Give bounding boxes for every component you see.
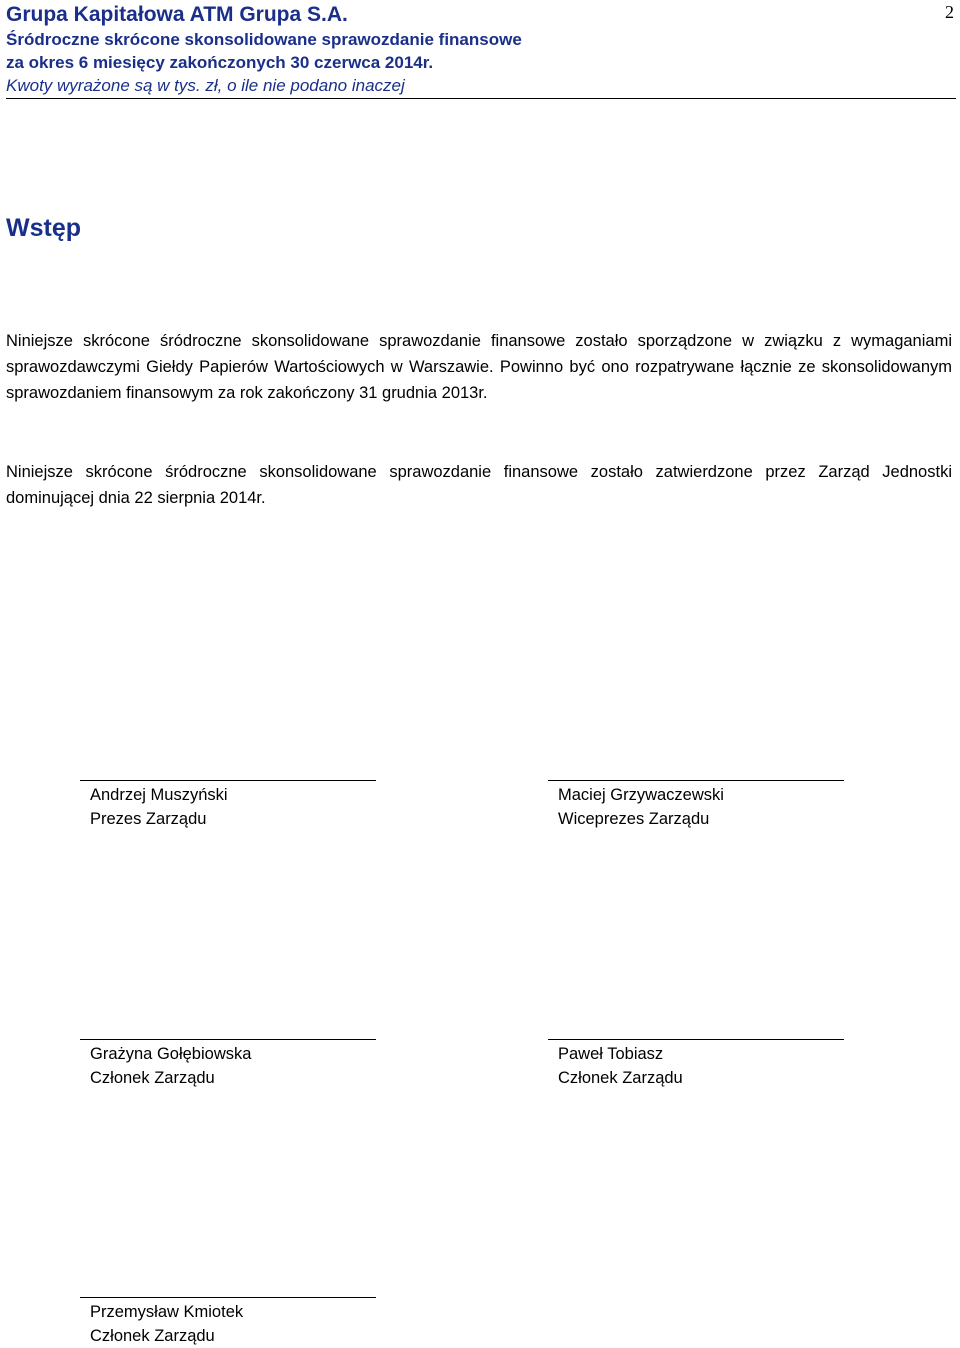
- signature-block: [80, 1039, 376, 1090]
- signatory-name: Andrzej Muszyński: [90, 786, 228, 804]
- report-period: za okres 6 miesięcy zakończonych 30 czerwca 2014r.: [6, 53, 434, 72]
- signature-block: [80, 780, 376, 831]
- signatory-name: Przemysław Kmiotek: [90, 1303, 244, 1321]
- signatory-name: Maciej Grzywaczewski: [558, 786, 724, 804]
- signatory-role: Członek Zarządu: [90, 1327, 215, 1345]
- signature-block: [80, 1297, 376, 1348]
- signatory-role: Wiceprezes Zarządu: [558, 810, 710, 828]
- company-name: Grupa Kapitałowa ATM Grupa S.A.: [6, 3, 348, 26]
- intro-paragraph-1: Niniejsze skrócone śródroczne skonsolidowane sprawozdanie finansowe zostało sporządzone w związku z wymaganiami sprawozdawczymi Giełdy Papierów Wartościowych w Warszawie. Powinno być ono rozpatrywane łącznie ze skonsolidowanym sprawozdaniem finansowym za rok zakończony 31 grudnia 2013r.: [6, 332, 952, 402]
- signatory-role: Prezes Zarządu: [90, 810, 207, 828]
- signature-block: [548, 780, 844, 831]
- units-note: Kwoty wyrażone są w tys. zł, o ile nie podano inaczej: [6, 76, 405, 95]
- signatory-role: Członek Zarządu: [558, 1069, 683, 1087]
- signature-block: [548, 1039, 844, 1090]
- signatory-name: Paweł Tobiasz: [558, 1045, 664, 1063]
- signatory-name: Grażyna Gołębiowska: [90, 1045, 252, 1063]
- signatory-role: Członek Zarządu: [90, 1069, 215, 1087]
- intro-paragraph-2: Niniejsze skrócone śródroczne skonsolidowane sprawozdanie finansowe zostało zatwierdzone przez Zarząd Jednostki dominującej dnia 22 sierpnia 2014r.: [6, 463, 952, 507]
- page-number: 2: [945, 2, 954, 22]
- section-title: Wstęp: [6, 214, 81, 242]
- page-header: [6, 0, 956, 99]
- report-title: Śródroczne skrócone skonsolidowane sprawozdanie finansowe: [6, 30, 522, 49]
